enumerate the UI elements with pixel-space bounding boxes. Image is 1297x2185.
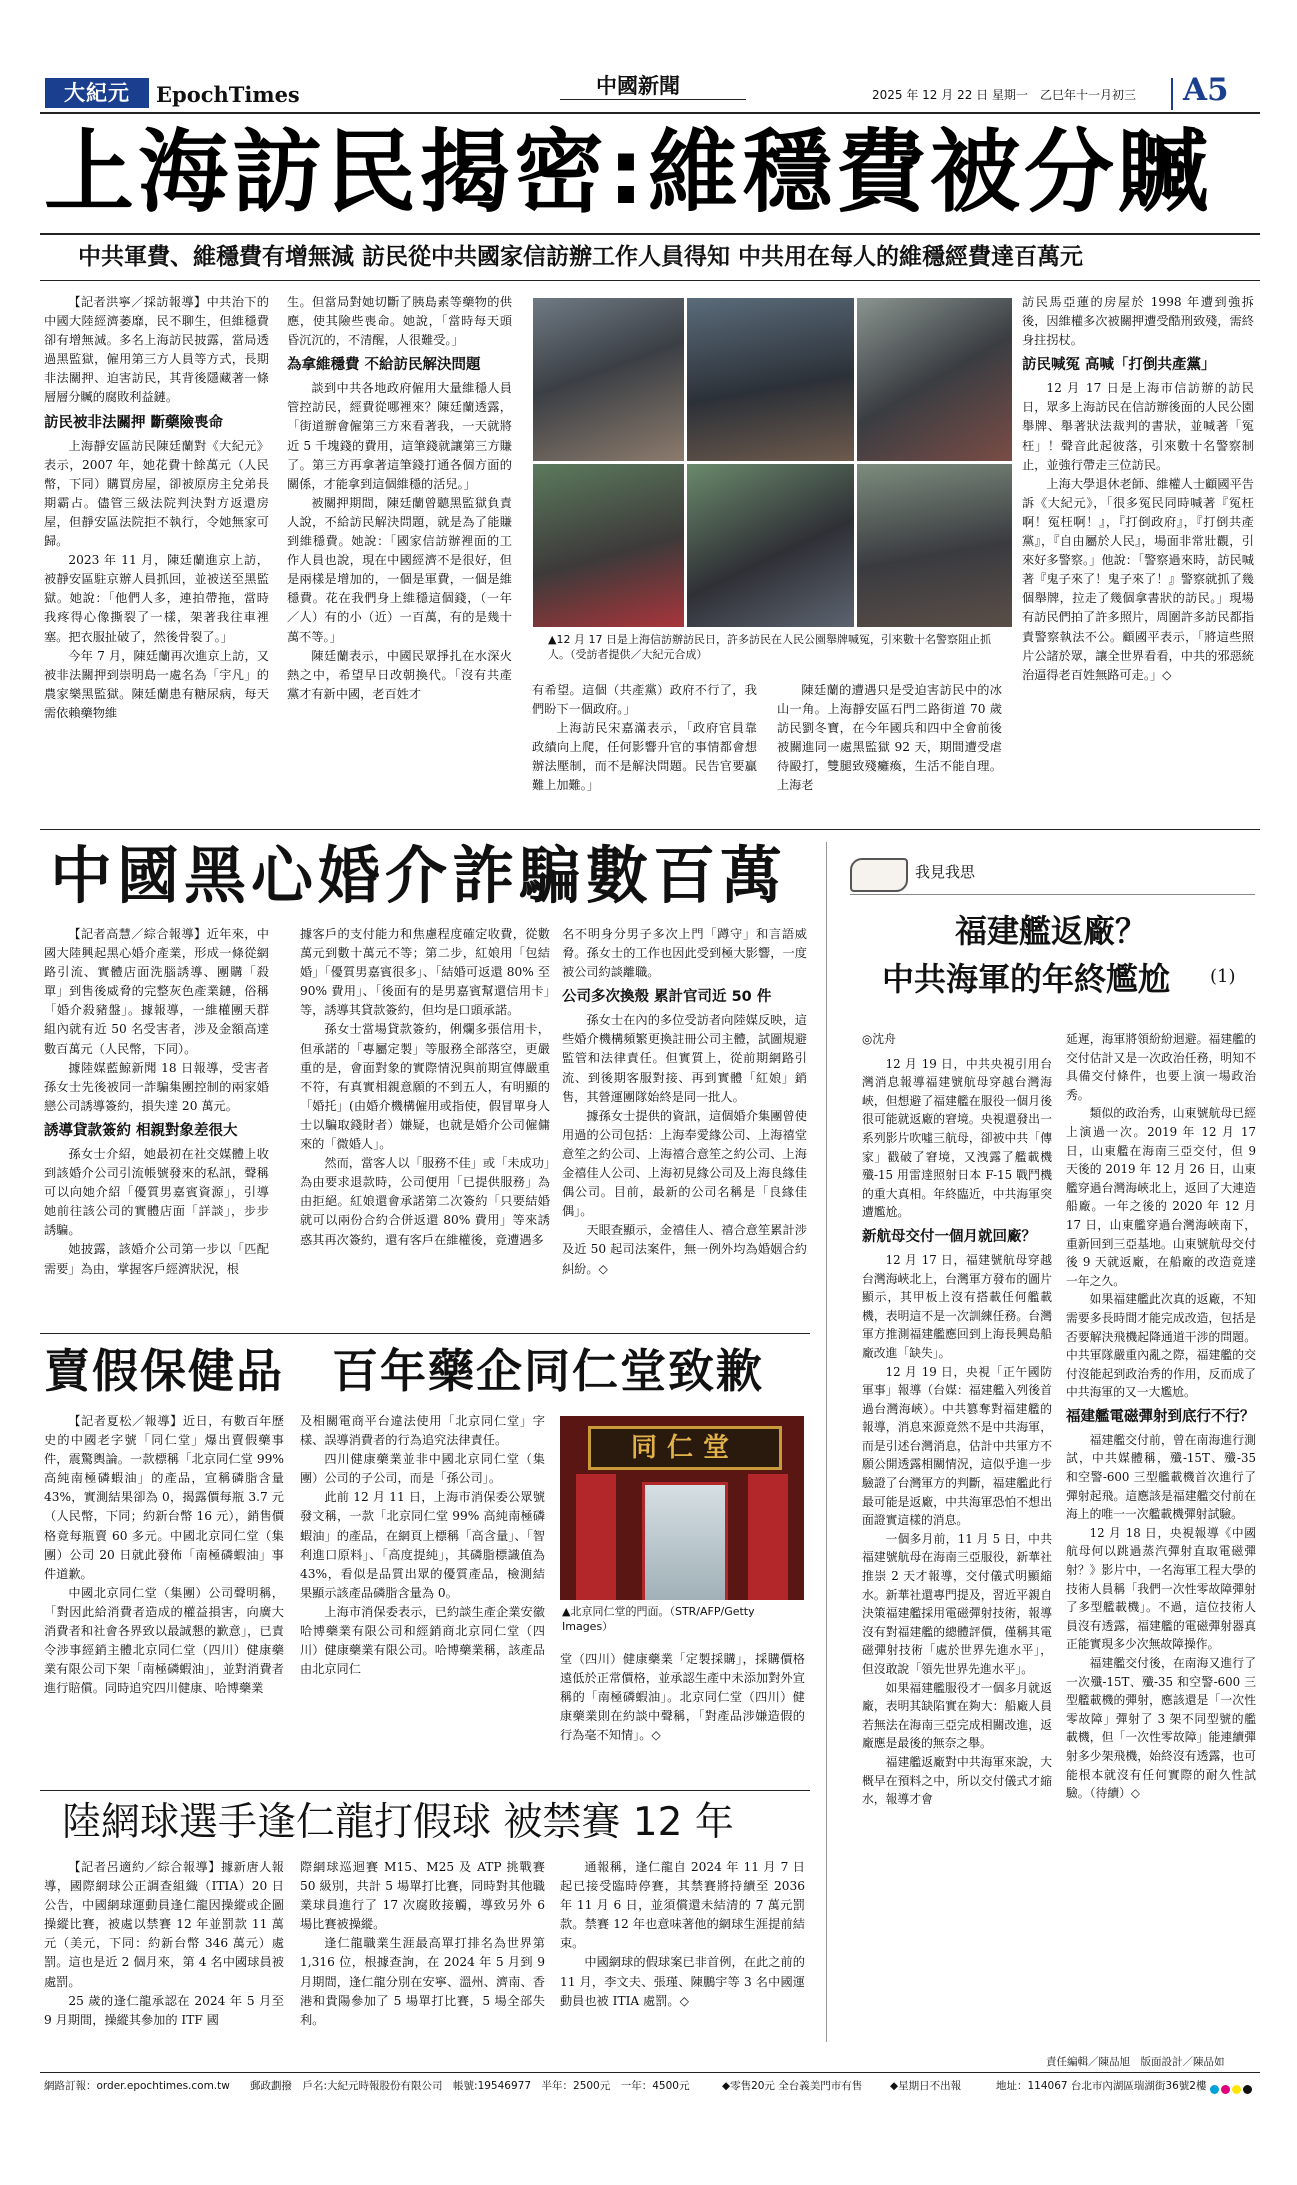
story1-column-4 [777, 681, 1002, 823]
story1-column-5 [1022, 293, 1254, 823]
story1-column-2 [287, 293, 512, 823]
print-registration-marks [1210, 2079, 1252, 2098]
color-swatch-icon [1210, 2085, 1219, 2094]
opinion-paragraph: 12 月 19 日，央視「正午國防軍事」報導（台媒：福建艦入列後首過台灣海峽）。中共篡奪對福建艦的報導，消息來源竟然不是中共海軍，而是引述台灣消息，估計中共軍方不願公開透露相關情況，這似乎進一步驗證了台灣軍方的判斷，福建艦此行最可能是返廠，中共海軍恐怕不想出面證實這樣的消息。 [862, 1364, 1052, 1528]
story1-paragraph: 訪民馬亞蓮的房屋於 1998 年遭到強拆後，因維權多次被關押遭受酷刑致殘，需終身拄拐杖。 [1022, 295, 1254, 348]
photo-caption: ▲12 月 17 日是上海信訪辦訪民日，許多訪民在人民公園舉牌喊冤，引來數十名警察阻止抓人。（受訪者提供／大紀元合成） [548, 633, 991, 661]
story4-paragraph: 【記者呂適約／綜合報導】據新唐人報導，國際網球公正調查組織（ITIA）20 日公告，中國網球運動員逢仁龍因操縱或企圖操縱比賽，被處以禁賽 12 年並罰款 11 萬元（美元，下同：約新台幣 346 萬元）處罰。這也是近 2 個月來，第 4 名中國球員被處罰。 [44, 1860, 284, 1989]
headline-tennis: 陸網球選手逢仁龍打假球 被禁賽 12 年 [62, 1800, 734, 1845]
story2-subhead-2: 公司多次換殼 累計官司近 50 件 [562, 989, 772, 1006]
footer-price: ◆零售20元 全台義美門市有售 [722, 2080, 863, 2092]
story3-paragraph: 中國北京同仁堂（集團）公司聲明稱，「對因此給消費者造成的權益損害，向廣大消費者和社會各界致以最誠懇的歉意」，已責令涉事經銷主體北京同仁堂（四川）健康藥業有限公司下架「南極磷蝦油」，並對消費者進行賠償。同時追究四川健康、哈博藥業 [44, 1585, 284, 1696]
story2-paragraph: 名不明身分男子多次上門「蹲守」和言語威脅。孫女士的工作也因此受到極大影響，一度被公司約談離職。 [562, 927, 807, 980]
story2-column-3 [562, 925, 807, 1325]
storefront-sign: 同仁堂 [588, 1426, 782, 1470]
opinion-title-line1: 福建艦返廠？ [955, 912, 1148, 950]
story2-paragraph: 據陸媒藍鯨新聞 18 日報導，受害者孫女士先後被同一詐騙集團控制的兩家婚戀公司誘導簽約，損失達 20 萬元。 [44, 1060, 269, 1113]
opinion-column-2 [1066, 1030, 1256, 2042]
issue-date: 2025 年 12 月 22 日 星期一 乙巳年十一月初三 [872, 88, 1136, 102]
story1-paragraph: 上海訪民宋嘉滿表示，「政府官員靠政績向上爬，任何影響升官的事情都會想辦法壓制，而不是解決問題。民告官要贏難上加難。」 [532, 721, 757, 793]
editor-credit: 責任編輯／陳品旭 版面設計／陳品如 [1046, 2056, 1225, 2068]
opinion-title-line2: 中共海軍的年終尷尬 [882, 960, 1171, 998]
color-swatch-icon [1221, 2085, 1230, 2094]
story4-paragraph: 逢仁龍職業生涯最高單打排名為世界第 1,316 位，根據查詢，在 2024 年 5 月到 9 月期間，逢仁龍分別在安寧、溫州、濟南、香港和貴陽參加了 5 場單打比賽，5 場全部失利。 [300, 1936, 545, 2027]
story2-paragraph: 孫女士當場貸款簽約，俐爛多張信用卡，但承諾的「專屬定製」等服務全部落空，更嚴重的是，會面對象的實際情況與前期宣傳嚴重不符，有真實相親意願的不到五人，有明顯的「婚托」(由婚介機構僱用或指使，假冒單身人士以騙取錢財者）嫌疑，也就是婚介公司僱傭來的「微婚人」。 [300, 1022, 550, 1152]
story1-paragraph: 生。但當局對她切斷了胰島素等藥物的供應，使其險些喪命。她說，「當時每天頭昏沉沉的，不清醒，人很難受。」 [287, 295, 512, 348]
story2-column-2 [300, 925, 550, 1325]
protest-photo-2 [686, 297, 855, 462]
story2-paragraph: 她披露，該婚介公司第一步以「匹配需要」為由，掌握客戶經濟狀況，根 [44, 1242, 269, 1276]
story3-paragraph: 四川健康藥業並非中國北京同仁堂（集團）公司的子公司，而是「孫公司」。 [300, 1452, 545, 1486]
footer-order[interactable]: 網路訂報：order.epochtimes.com.tw [44, 2080, 230, 2092]
protest-photo-6 [856, 463, 1013, 628]
opinion-title-number: (1) [1210, 966, 1236, 987]
footer-no-publication: ◆星期日不出報 [890, 2080, 962, 2092]
protest-photo-5 [686, 463, 855, 628]
tongrentang-photo [560, 1416, 804, 1600]
story1-paragraph: 上海靜安區訪民陳廷蘭對《大紀元》表示，2007 年，她花費十餘萬元（人民幣，下同）購買房屋，卻被原房主兌弟長期霸占。儘管三級法院判決對方返還房屋，但靜安區法院拒不執行，令她無家可歸。 [44, 438, 269, 549]
opinion-paragraph: 如果福建艦服役才一個多月就返廠，表明其缺陷實在夠大：船廠人員若無法在海南三亞完成相關改進，返廠應是最後的無奈之舉。 [862, 1680, 1052, 1751]
story1-intro: 【記者洪寧／採訪報導】中共治下的中國大陸經濟萎靡，民不聊生，但維穩費卻有增無減。多名上海訪民披露，當局透過黑監獄，僱用第三方人員等方式，長期非法關押、迫害訪民，其背後隱藏著一條層層分贓的腐敗利益鏈。 [44, 295, 269, 405]
story2-subhead-1: 誘導貸款簽約 相親對象差很大 [44, 1122, 238, 1139]
section-rule [40, 829, 1260, 830]
story1-column-1 [44, 293, 269, 823]
story2-paragraph: 天眼查顯示，金禧佳人、禧合意笙累計涉及近 50 起司法案件，無一例外均為婚姻合約糾紛。◇ [562, 1223, 807, 1276]
story1-paragraph: 有希望。這個（共產黨）政府不行了，我們盼下一個政府。」 [532, 683, 757, 717]
story3-paragraph: 上海市消保委表示，已約談生產企業安徽哈博藥業有限公司和經銷商北京同仁堂（四川）健康藥業有限公司。哈博藥業稱，該產品由北京同仁 [300, 1604, 545, 1677]
story2-paragraph: 孫女士介紹，她最初在社交媒體上收到該婚介公司引流帳號發來的私訊，聲稱可以向她介紹「優質男嘉賓資源」，引導她前往該公司的實體店面「詳談」，步步誘騙。 [44, 1146, 269, 1238]
story3-paragraph: 【記者夏松／報導】近日，有數百年歷史的中國老字號「同仁堂」爆出賣假藥事件，震驚輿論。一款標稱「北京同仁堂 99% 高純南極磷蝦油」的產品，宣稱磷脂含量 43%，實測結果卻為 0，揭露價每瓶 3.7 元（人民幣，下同；約新台幣 16 元），銷售價格竟每瓶賣 60 多元。中國北京同仁堂（集團）公司 20 日就此發佈「南極磷蝦油」事件道歉。 [44, 1414, 284, 1581]
story1-paragraph: 談到中共各地政府僱用大量維穩人員管控訪民，經費從哪裡來？陳廷蘭透露，「街道辦會僱第三方來看著我，一天就將近 5 千塊錢的費用，這筆錢就讓第三方賺了。第三方再拿著這筆錢打通各個方面的關係，才能拿到這個維穩的活兒。」 [287, 381, 512, 491]
tongrentang-caption: ▲北京同仁堂的門面。（STR/AFP/Getty Images） [562, 1605, 755, 1633]
storefront-pillar [576, 1474, 616, 1600]
story2-paragraph: 孫女士在內的多位受訪者向陸媒反映，這些婚介機構頻繁更換註冊公司主體，試圖規避監管和法律責任。但實質上，從前期網路引流、到後期客服對接、再到實體「紅娘」銷售，其營運團隊始終是同一批人。 [562, 1013, 807, 1104]
opinion-paragraph: 福建艦交付前，曾在南海進行測試，中共媒體稱，殲-15T、殲-35 和空警-600 三型艦載機首次進行了彈射起飛。這應該是福建艦交付前在海上的唯一一次艦載機彈射試驗。 [1066, 1432, 1256, 1522]
story1-paragraph: 陳廷蘭表示，中國民眾掙扎在水深火熱之中，希望早日改朝換代。「沒有共產黨才有新中國，老百姓才 [287, 648, 512, 701]
headline-shanghai-petitioners: 上海訪民揭密:維穩費被分贓 [44, 120, 1212, 225]
headline-matchmaking-fraud: 中國黑心婚介詐騙數百萬 [50, 839, 788, 912]
opinion-paragraph: 福建艦交付後，在南海又進行了一次殲-15T、殲-35 和空警-600 三型艦載機的彈射，應該還是「一次性零故障」彈射了 3 架不同型號的艦載機，但「一次性零故障」能連續彈射多少架飛機，始終沒有透露，也可能根本就沒有任何實際的耐久性試驗。（待續）◇ [1066, 1656, 1256, 1801]
opinion-divider [826, 842, 827, 2042]
opinion-tag-rule [850, 894, 1255, 895]
story1-paragraph: 12 月 17 日是上海市信訪辦的訪民日，眾多上海訪民在信訪辦後面的人民公園舉牌、舉著狀法裁判的書狀，並喊著「冤枉」！聲音此起彼落，引來數十名警察制止，並強行帶走三位訪民。 [1022, 381, 1254, 472]
story2-column-1 [44, 925, 269, 1325]
story3-paragraph: 及相關電商平台違法使用「北京同仁堂」字樣、誤導消費者的行為追究法律責任。 [300, 1414, 545, 1448]
page-number: A5 [1183, 72, 1229, 108]
opinion-paragraph: 延遲，海軍將領紛紛迴避。福建艦的交付估計又是一次政治任務，明知不具備交付條件，也要上演一場政治秀。 [1066, 1032, 1256, 1102]
footer-address: 地址：114067 台北市內湖區瑞湖街36號2樓 [996, 2080, 1207, 2092]
story4-paragraph: 際網球巡迴賽 M15、M25 及 ATP 挑戰賽 50 級別，共計 5 場單打比賽，同時對其他職業球員進行了 17 次腐敗接觸，導致另外 6 場比賽被操縱。 [300, 1860, 545, 1932]
opinion-paragraph: 一個多月前，11 月 5 日，中共福建號航母在海南三亞服役，新華社推崇 2 天才報導，交付儀式明顯縮水。新華社還專門提及，習近平親自決策福建艦採用電磁彈射技術，報導沒有對福建艦的總體評價，僅稱其電磁彈射技術「處於世界先進水平」，但沒敢說「領先世界先進水平」。 [862, 1531, 1052, 1676]
opinion-column-1 [862, 1030, 1052, 2042]
opinion-byline: ◎沈舟 [862, 1032, 896, 1046]
opinion-paragraph: 12 月 17 日，福建號航母穿越台灣海峽北上，台灣軍方發布的圖片顯示，其甲板上沒有搭載任何艦載機，表明這不是一次訓練任務。台灣軍方推測福建艦應回到上海長興島船廠改進「缺失」。 [862, 1252, 1052, 1360]
story2-paragraph: 據客戶的支付能力和焦慮程度確定收費，從數萬元到數十萬元不等；第二步，紅娘用「包結婚」「優質男嘉賓很多」、「結婚可返還 80% 至 90% 費用」、「後面有的是男嘉賓幫還信用卡」等，誘導其貸款簽約，但均是口頭承諾。 [300, 927, 550, 1018]
story3-paragraph: 此前 12 月 11 日，上海市消保委公眾號發文稱，一款「北京同仁堂 99% 高純南極磷蝦油」的產品，在網頁上標稱「高含量」、「智利進口原料」、「高度提純」，其磷脂標識值為 43%，看似是品質出眾的優質產品，檢測結果顯示該產品磷脂含量為 0。 [300, 1490, 545, 1600]
story4-paragraph: 中國網球的假球案已非首例，在此之前的 11 月，李文夫、張瑾、陳鵬宇等 3 名中國運動員也被 ITIA 處罰。◇ [560, 1955, 805, 2008]
story2-paragraph: 據孫女士提供的資訊，這個婚介集團曾使用過的公司包括：上海奉愛緣公司、上海禧堂意笙之約公司、上海禧合意笙之約公司、上海金禧佳人公司、上海初見緣公司及上海良緣佳偶公司。目前，最新的公司名稱是「良緣佳偶」。 [562, 1108, 807, 1219]
story2-paragraph: 【記者高慧／綜合報導】近年來，中國大陸興起黑心婚介產業，形成一條從網路引流、實體店面洗腦誘導、團購「殺單」到售後威脅的完整灰色產業鏈，俗稱「婚介殺豬盤」。據報導，一維權團天群組內就有近 50 名受害者，涉及金額高達數百萬元（人民幣，下同）。 [44, 927, 269, 1056]
logo-english: EpochTimes [156, 82, 300, 107]
story2-paragraph: 然而，當客人以「服務不佳」或「未成功」為由要求退款時，公司便用「已提供服務」為由拒絕。紅娘還會承諾第二次簽約「只要結婚就可以兩份合約合併返還 80% 費用」等來誘惑其再次簽約，還有客戶在維權後，竟遭遇多 [300, 1156, 550, 1247]
section-rule [40, 1333, 810, 1334]
footer-rule [40, 2072, 1260, 2073]
story1-subhead-3: 訪民喊冤 高喊「打倒共產黨」 [1022, 357, 1216, 374]
section-title: 中國新聞 [596, 74, 680, 98]
opinion-paragraph: 如果福建艦此次真的返廠，不知需要多長時間才能完成改造，包括是否要解決飛機起降通道干涉的問題。中共軍隊嚴重內亂之際，福建艦的交付沒能起到政治秀的作用，反而成了中共海軍的又一大尷尬。 [1066, 1292, 1256, 1400]
opinion-paragraph: 12 月 19 日，中共央視引用台灣消息報導福建號航母穿越台灣海峽，但想避了福建艦在服役一個月後很可能就返廠的窘境。央視還發出一系列影片吹噓三航母，卻被中共「傳家」戳破了窘境，又洩露了艦載機殲-15 用雷達照射日本 F-15 戰鬥機的重大真相。年終臨近，中共海軍突遭尷尬。 [862, 1056, 1052, 1220]
story1-column-3 [532, 681, 757, 823]
story3-paragraph: 堂（四川）健康藥業「定製採購」，採購價格遠低於正常價格，並承認生產中未添加對外宣稱的「南極磷蝦油」。北京同仁堂（四川）健康藥業則在約談中聲稱，「對產品涉嫌造假的行為毫不知情」。◇ [560, 1652, 805, 1743]
subheadline-shanghai: 中共軍費、維穩費有增無減 訪民從中共國家信訪辦工作人員得知 中共用在每人的維穩經費達百萬元 [78, 244, 1084, 270]
page-divider [1171, 78, 1173, 110]
scroll-icon [850, 858, 908, 892]
subheadline-rule [40, 280, 1260, 281]
section-rule [40, 1790, 810, 1791]
story1-paragraph: 今年 7 月，陳廷蘭再次進京上訪，又被非法關押到崇明島一處名為「宇凡」的農家樂黑監獄。陳廷蘭患有糖尿病，每天需依賴藥物維 [44, 648, 269, 720]
opinion-subhead-1: 新航母交付一個月就回廠？ [862, 1228, 1036, 1245]
story4-column-2 [300, 1858, 545, 2048]
storefront-door [642, 1482, 728, 1600]
headline-tongrentang: 賣假保健品 百年藥企同仁堂致歉 [44, 1344, 764, 1398]
opinion-paragraph: 類似的政治秀，山東號航母已經上演過一次。2019 年 12 月 17 日，山東艦在海南三亞交付，但 9 天後的 2019 年 12 月 26 日，山東艦穿過台灣海峽北上，返回了大連造船廠。一年之後的 2020 年 12 月 17 日，山東艦穿過台灣海峽南下，重新回到三亞基地。山東號航母交付後 9 天就返廠，在船廠的改造竟達一年之久。 [1066, 1106, 1256, 1288]
masthead-rule [560, 99, 746, 100]
story1-paragraph: 上海大學退休老師、維權人士顧國平告訴《大紀元》，「很多冤民同時喊著『冤枉啊！冤枉啊！』，『打倒政府』，『打倒共產黨』，『自由屬於人民』，場面非常壯觀，引來好多警察。」他說：「警察過來時，訪民喊著『鬼子來了！鬼子來了！』警察就抓了幾個舉牌，拉走了幾個拿書狀的訪民。」現場有訪民們拍了許多照片，周圍許多訪民都指責警察執法不公。顧國平表示，「將這些照片公諸於眾，讓全世界看看，中共的邪惡統治逼得老百姓無路可走。」◇ [1022, 476, 1254, 682]
story3-column-1 [44, 1412, 284, 1822]
storefront-pillar [748, 1474, 788, 1600]
story1-subhead-2: 為拿維穩費 不給訪民解決問題 [287, 357, 481, 374]
headline-rule [40, 233, 1260, 235]
story4-column-1 [44, 1858, 284, 2048]
opinion-paragraph: 12 月 18 日，央視報導《中國航母何以跳過蒸汽彈射直取電磁彈射？》影片中，一名海軍工程大學的技術人員稱「我們一次性零故障彈射了多型艦載機」。不過，這位技術人員沒有透露，福建艦的電磁彈射器真正能實現多少次無故障操作。 [1066, 1525, 1256, 1652]
story1-paragraph: 2023 年 11 月，陳廷蘭進京上訪，被靜安區駐京辦人員抓回，並被送至黑監獄。她說：「他們人多，連拍帶拖，當時我疼得心像撕裂了一樣，架著我往車裡塞。把衣服扯破了，然後骨裂了。」 [44, 553, 269, 644]
story4-paragraph: 通報稱，逢仁龍自 2024 年 11 月 7 日起已接受臨時停賽，其禁賽將持續至 2036 年 11 月 6 日，並須償還未結清的 7 萬元罰款。禁賽 12 年也意味著他的網球生涯提前結束。 [560, 1860, 805, 1951]
logo: 大紀元 [45, 78, 149, 108]
protest-photo-1 [532, 297, 685, 462]
story4-column-3 [560, 1858, 805, 2048]
protest-photo-4 [532, 463, 685, 628]
color-swatch-icon [1232, 2085, 1241, 2094]
story1-paragraph: 被關押期間，陳廷蘭曾聽黑監獄負責人說，不給訪民解決問題，就是為了能賺到維穩費。她說：「國家信訪辦裡面的工作人員也說，現在中國經濟不是很好，但是兩樣是增加的，一個是軍費，一個是維穩費。花在我們身上維穩這個錢，（一年／人）有的小（近）一百萬，有的是幾十萬不等。」 [287, 495, 512, 644]
opinion-subhead-2: 福建艦電磁彈射到底行不行？ [1066, 1408, 1255, 1425]
story3-column-2 [300, 1412, 545, 1822]
story1-paragraph: 陳廷蘭的遭遇只是受迫害訪民中的冰山一角。上海靜安區石門二路街道 70 歲訪民劉冬寶，在今年國兵和四中全會前後被關進同一處黑監獄 92 天，期間遭受虐待毆打，雙腿致殘癱瘓，生活不能自理。上海老 [777, 683, 1002, 793]
story1-subhead-1: 訪民被非法關押 斷藥險喪命 [44, 414, 224, 431]
footer-remittance: 郵政劃撥 戶名:大紀元時報股份有限公司 帳號:19546977 半年：2500元 一年：4500元 [250, 2080, 690, 2092]
color-swatch-icon [1243, 2085, 1252, 2094]
protest-photo-3 [856, 297, 1013, 462]
opinion-tag: 我見我思 [915, 863, 976, 881]
story4-paragraph: 25 歲的逢仁龍承認在 2024 年 5 月至 9 月期間，操縱其參加的 ITF 國 [44, 1993, 284, 2027]
opinion-paragraph: 福建艦返廠對中共海軍來說，大概早在預料之中，所以交付儀式才縮水，報導才會 [862, 1754, 1052, 1807]
